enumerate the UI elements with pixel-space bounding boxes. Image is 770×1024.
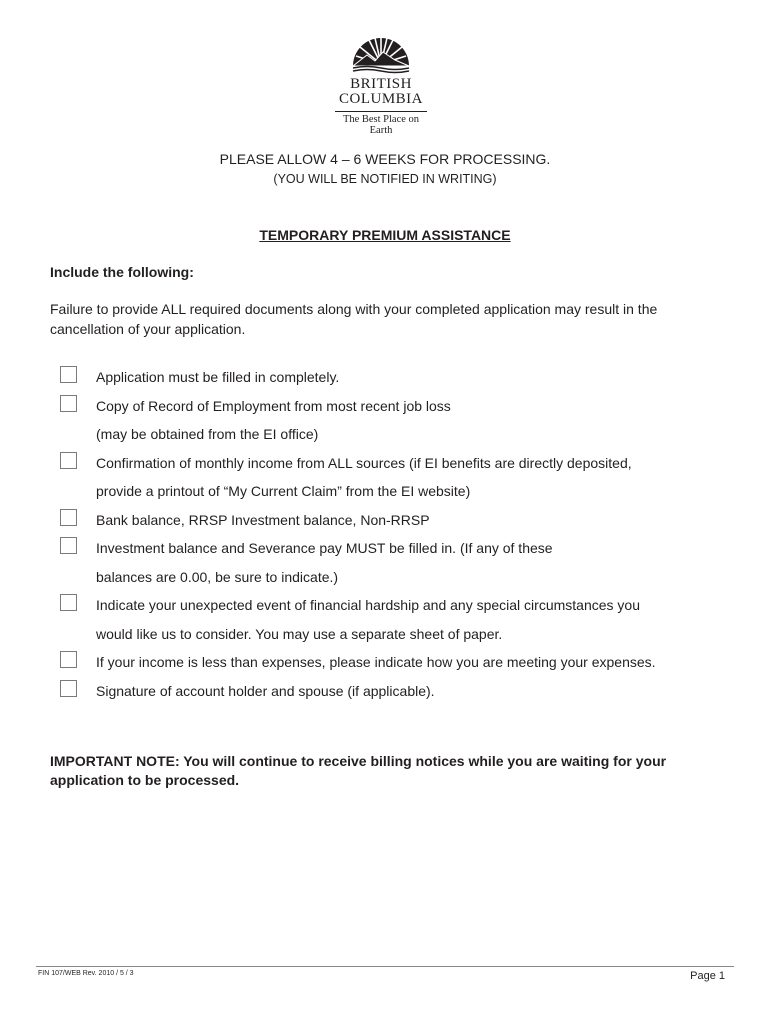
checkbox[interactable]	[60, 366, 77, 383]
checklist-line: Indicate your unexpected event of financial hardship and any special circumstances you	[96, 597, 640, 613]
checklist-item	[58, 363, 738, 392]
include-heading: Include the following:	[50, 264, 194, 280]
page-number: Page 1	[690, 970, 725, 982]
processing-notice: PLEASE ALLOW 4 – 6 WEEKS FOR PROCESSING.	[219, 151, 551, 167]
checkbox[interactable]	[60, 452, 77, 469]
checklist-item	[58, 591, 738, 648]
checklist-item	[58, 392, 738, 449]
checkbox[interactable]	[60, 509, 77, 526]
checkbox[interactable]	[60, 680, 77, 697]
checklist-line: Confirmation of monthly income from ALL sources (if EI benefits are directly deposited,	[96, 454, 632, 471]
checklist-line: balances are 0.00, be sure to indicate.)	[96, 568, 339, 585]
notified-notice: (YOU WILL BE NOTIFIED IN WRITING)	[273, 172, 497, 186]
checklist-line: Investment balance and Severance pay MUST be filled in. (If any of these	[96, 540, 553, 556]
checklist-item	[58, 648, 738, 677]
checkbox[interactable]	[60, 594, 77, 611]
checklist-line: Signature of account holder and spouse (if applicable).	[96, 682, 435, 699]
checkbox[interactable]	[60, 395, 77, 412]
checklist-item	[58, 506, 738, 535]
footer-divider	[36, 966, 734, 967]
important-note: IMPORTANT NOTE: You will continue to receive billing notices while you are waiting for your application to be processed.	[50, 753, 667, 788]
checklist-line: If your income is less than expenses, please indicate how you are meeting your expenses.	[96, 654, 656, 670]
checklist-item	[58, 677, 738, 706]
checklist-item	[58, 449, 738, 506]
checklist-line: provide a printout of “My Current Claim” from the EI website)	[96, 483, 471, 499]
checkbox[interactable]	[60, 537, 77, 554]
form-code: FIN 107/WEB Rev. 2010 / 5 / 3	[38, 970, 134, 977]
checklist-line: Application must be filled in completely.	[96, 369, 340, 385]
checklist-line: Copy of Record of Employment from most recent job loss	[96, 397, 451, 414]
failure-warning: Failure to provide ALL required documents along with your completed application may result in the cancellation of your application.	[50, 301, 658, 337]
checkbox[interactable]	[60, 651, 77, 668]
document-checklist	[58, 363, 738, 705]
checklist-line: (may be obtained from the EI office)	[96, 426, 319, 442]
logo-tagline: The Best Place on Earth	[335, 111, 427, 136]
bc-sun-mountains-emblem	[349, 30, 413, 74]
bc-logo	[326, 30, 436, 136]
checklist-item	[58, 534, 738, 591]
checklist-line: Bank balance, RRSP Investment balance, Non-RRSP	[96, 511, 430, 528]
form-title: TEMPORARY PREMIUM ASSISTANCE	[259, 227, 511, 243]
checklist-line: would like us to consider. You may use a separate sheet of paper.	[96, 625, 503, 642]
logo-british: BRITISH	[350, 76, 412, 92]
logo-columbia: COLUMBIA	[338, 91, 423, 107]
